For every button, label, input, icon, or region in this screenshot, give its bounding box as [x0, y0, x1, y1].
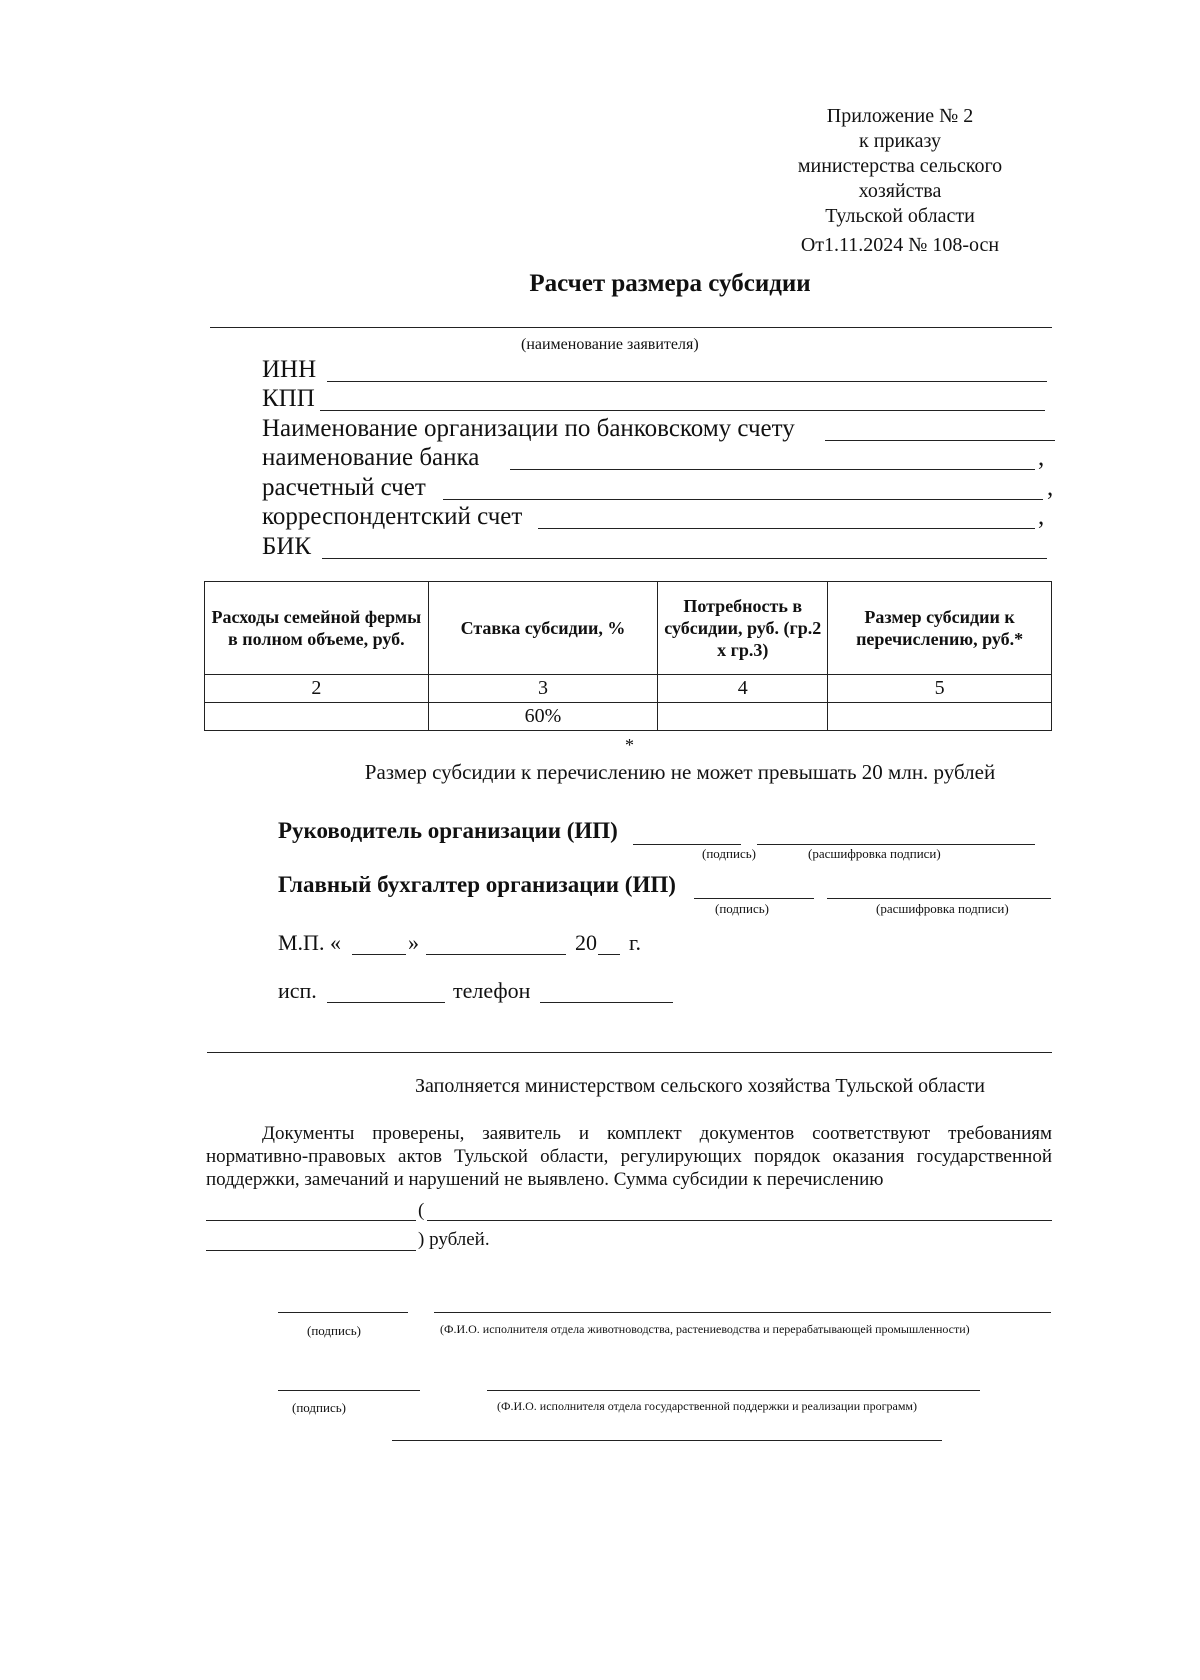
head-decode-caption: (расшифровка подписи): [808, 846, 941, 861]
stamp-quote-close: »: [408, 930, 419, 955]
amount-words-line-2[interactable]: [206, 1250, 416, 1251]
head-decode-line[interactable]: [757, 844, 1035, 845]
col-number-cell: 3: [428, 675, 658, 703]
executor2-signature-line[interactable]: [278, 1390, 420, 1391]
bik-input-line[interactable]: [322, 558, 1047, 559]
col-number-cell: 2: [205, 675, 429, 703]
appendix-block: [700, 104, 1100, 258]
bank-name-label: наименование банка: [262, 444, 480, 471]
amount-paren-open: (: [418, 1200, 425, 1221]
accountant-signature-caption: (подпись): [715, 901, 769, 916]
executor2-signature-caption: (подпись): [292, 1400, 346, 1415]
corr-account-comma: ,: [1038, 503, 1045, 530]
executor1-signature-caption: (подпись): [307, 1323, 361, 1338]
account-label: расчетный счет: [262, 474, 426, 501]
applicant-name-caption: (наименование заявителя): [521, 336, 699, 353]
table-row[interactable]: [205, 703, 1052, 731]
bik-label: БИК: [262, 533, 312, 560]
farm-expenses-cell[interactable]: [205, 703, 429, 731]
month-input-line[interactable]: [426, 954, 566, 955]
executor-input-line[interactable]: [327, 1002, 445, 1003]
kpp-label: КПП: [262, 385, 315, 412]
subsidy-transfer-cell[interactable]: [828, 703, 1052, 731]
footnote-asterisk: *: [625, 735, 634, 755]
year-prefix: 20: [575, 930, 597, 955]
appendix-order-date: От1.11.2024 № 108-осн: [800, 234, 1000, 256]
org-bank-name-label: Наименование организации по банковскому счету: [262, 415, 795, 442]
accountant-signature-line[interactable]: [694, 898, 814, 899]
amount-words-line-1[interactable]: [427, 1220, 1052, 1221]
executor1-signature-line[interactable]: [278, 1312, 408, 1313]
header-subsidy-transfer: Размер субсидии к перечислению, руб.*: [828, 582, 1052, 675]
head-signature-line[interactable]: [633, 844, 741, 845]
phone-label: телефон: [453, 978, 531, 1003]
col-number-cell: 4: [658, 675, 828, 703]
account-input-line[interactable]: [443, 499, 1043, 500]
bank-name-input-line[interactable]: [510, 469, 1035, 470]
document-title: Расчет размера субсидии: [529, 270, 811, 297]
amount-digits-line[interactable]: [206, 1220, 416, 1221]
executor1-fio-caption: (Ф.И.О. исполнителя отдела животноводства, растениеводства и перерабатывающей промышленности): [440, 1322, 970, 1336]
subsidy-rate-cell: 60%: [428, 703, 658, 731]
rubles-label: ) рублей.: [418, 1229, 490, 1250]
inn-label: ИНН: [262, 356, 317, 383]
accountant-decode-line[interactable]: [827, 898, 1051, 899]
executor1-fio-line[interactable]: [434, 1312, 1051, 1313]
org-bank-name-input-line[interactable]: [825, 440, 1055, 441]
day-input-line[interactable]: [352, 954, 406, 955]
executor2-fio-line[interactable]: [487, 1390, 980, 1391]
year-suffix: г.: [629, 930, 642, 955]
kpp-input-line[interactable]: [320, 410, 1045, 411]
phone-input-line[interactable]: [540, 1002, 673, 1003]
col-number-cell: 5: [828, 675, 1052, 703]
executor2-fio-caption: (Ф.И.О. исполнителя отдела государственной поддержки и реализации программ): [497, 1399, 918, 1413]
accountant-decode-caption: (расшифровка подписи): [876, 901, 1009, 916]
appendix-line-5: Тульской области: [825, 205, 975, 227]
ministry-verification-paragraph: Документы проверены, заявитель и комплект документов соответствуют требованиям нормативно-правовых актов Тульской области, регулирующих порядок оказания государственной поддержки, замечаний и нарушений не выявлено. Сумма субсидии к перечислению: [206, 1123, 1052, 1190]
appendix-line-2: к приказу: [859, 130, 941, 152]
header-subsidy-need: Потребность в субсидии, руб. (гр.2 х гр.3): [658, 582, 828, 675]
table-row: [205, 675, 1052, 703]
subsidy-limit-note: Размер субсидии к перечислению не может превышать 20 млн. рублей: [364, 760, 996, 784]
corr-account-input-line[interactable]: [538, 528, 1035, 529]
header-farm-expenses: Расходы семейной фермы в полном объеме, руб.: [205, 582, 429, 675]
stamp-label: М.П. «: [278, 930, 341, 955]
ministry-section-title: Заполняется министерством сельского хозяйства Тульской области: [414, 1075, 986, 1097]
subsidy-need-cell[interactable]: [658, 703, 828, 731]
subsidy-table: [204, 581, 1052, 731]
appendix-line-1: Приложение № 2: [826, 105, 974, 127]
section-divider: [207, 1052, 1052, 1053]
header-subsidy-rate: Ставка субсидии, %: [428, 582, 658, 675]
head-signature-caption: (подпись): [702, 846, 756, 861]
appendix-line-3: министерства сельского: [797, 155, 1003, 177]
executor-label: исп.: [278, 978, 317, 1003]
appendix-line-4: хозяйства: [858, 180, 942, 202]
head-label: Руководитель организации (ИП): [278, 818, 618, 843]
accountant-label: Главный бухгалтер организации (ИП): [278, 872, 676, 897]
year-input-line[interactable]: [598, 954, 620, 955]
corr-account-label: корреспондентский счет: [262, 503, 523, 530]
bottom-divider: [392, 1440, 942, 1441]
inn-input-line[interactable]: [327, 381, 1047, 382]
account-comma: ,: [1047, 474, 1054, 501]
applicant-name-line[interactable]: [210, 327, 1052, 328]
table-header-row: [205, 582, 1052, 675]
bank-name-comma: ,: [1038, 444, 1045, 471]
